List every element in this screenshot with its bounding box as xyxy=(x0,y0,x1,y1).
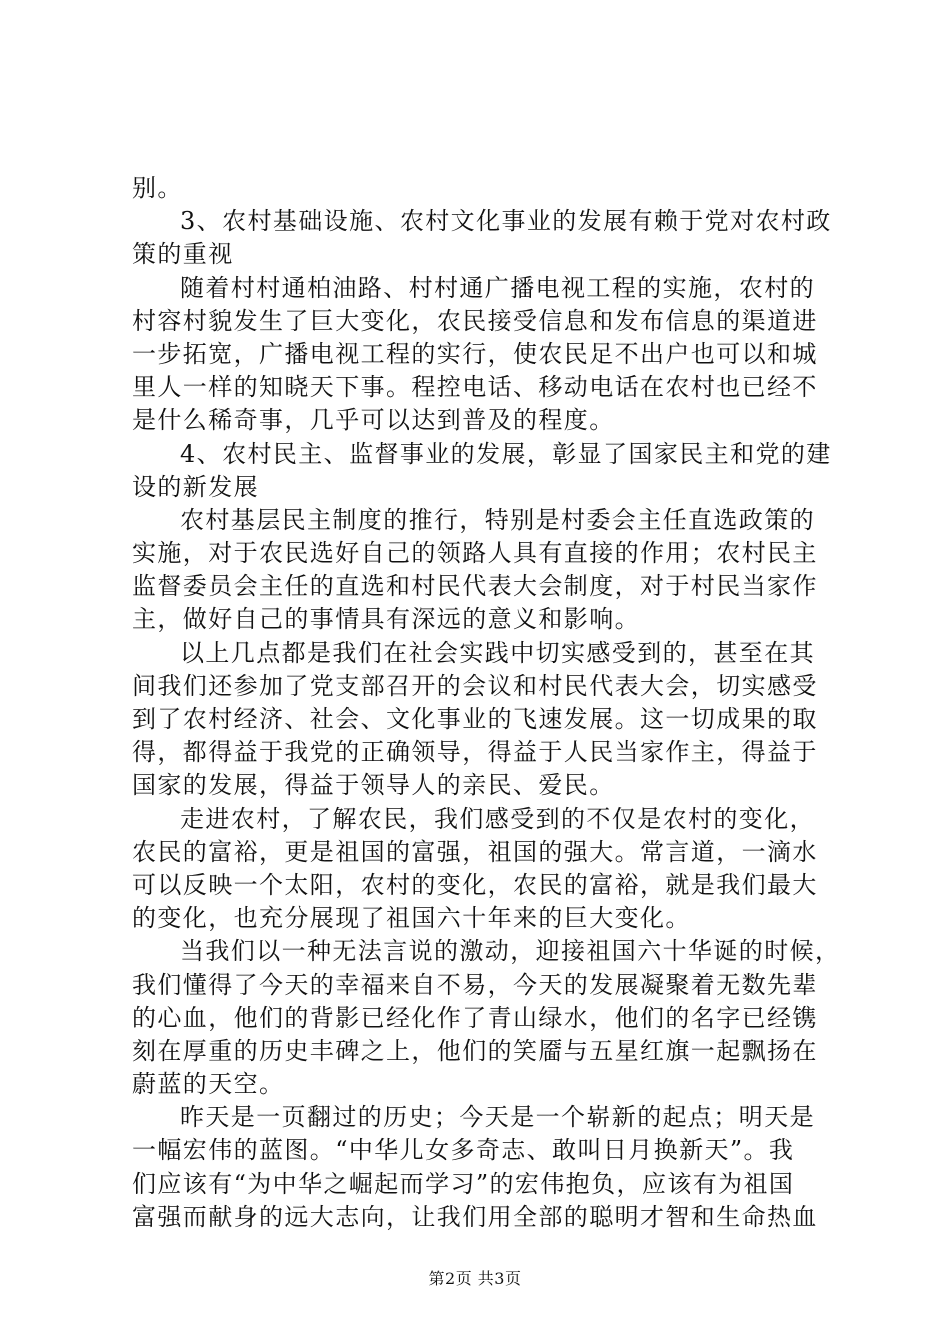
text-line: 一步拓宽，广播电视工程的实行，使农民足不出户也可以和城 xyxy=(132,339,818,368)
text-line: 里人一样的知晓天下事。程控电话、移动电话在农村也已经不 xyxy=(132,373,818,402)
page-footer: 第2页 共3页 xyxy=(428,1269,522,1288)
text-line: 昨天是一页翻过的历史；今天是一个崭新的起点；明天是 xyxy=(180,1103,815,1132)
text-line: 设的新发展 xyxy=(132,472,259,501)
text-line: 以上几点都是我们在社会实践中切实感受到的，甚至在其 xyxy=(180,638,815,667)
text-line: 的变化，也充分展现了祖国六十年来的巨大变化。 xyxy=(132,904,691,933)
text-line: 农民的富裕，更是祖国的富强，祖国的强大。常言道，一滴水 xyxy=(132,837,818,866)
text-line: 主，做好自己的事情具有深远的意义和影响。 xyxy=(132,605,640,634)
text-line: 是什么稀奇事，几乎可以达到普及的程度。 xyxy=(132,406,615,435)
text-line: 随着村村通柏油路、村村通广播电视工程的实施，农村的 xyxy=(180,273,815,302)
text-line: 当我们以一种无法言说的激动，迎接祖国六十华诞的时候， xyxy=(180,937,841,966)
text-line: 刻在厚重的历史丰碑之上，他们的笑靥与五星红旗一起飘扬在 xyxy=(132,1036,818,1065)
text-line: 4、农村民主、监督事业的发展，彰显了国家民主和党的建 xyxy=(180,439,832,468)
text-line: 实施，对于农民选好自己的领路人具有直接的作用；农村民主 xyxy=(132,539,818,568)
text-line: 一幅宏伟的蓝图。“中华儿女多奇志、敢叫日月换新天”。我 xyxy=(132,1136,795,1165)
text-line: 蔚蓝的天空。 xyxy=(132,1070,285,1099)
text-line: 可以反映一个太阳，农村的变化，农民的富裕，就是我们最大 xyxy=(132,870,818,899)
text-line: 别。 xyxy=(132,174,183,202)
text-line: 3、农村基础设施、农村文化事业的发展有赖于党对农村政 xyxy=(180,207,832,236)
text-line: 农村基层民主制度的推行，特别是村委会主任直选政策的 xyxy=(180,505,815,534)
text-line: 到了农村经济、社会、文化事业的飞速发展。这一切成果的取 xyxy=(132,705,818,733)
text-line: 们应该有“为中华之崛起而学习”的宏伟抱负，应该有为祖国 xyxy=(132,1169,795,1198)
text-line: 间我们还参加了党支部召开的会议和村民代表大会，切实感受 xyxy=(132,671,818,700)
text-line: 策的重视 xyxy=(132,240,234,269)
document-body xyxy=(132,172,841,1234)
text-line: 的心血，他们的背影已经化作了青山绿水，他们的名字已经镌 xyxy=(132,1003,818,1032)
text-line: 得，都得益于我党的正确领导，得益于人民当家作主，得益于 xyxy=(132,738,818,767)
text-line: 村容村貌发生了巨大变化，农民接受信息和发布信息的渠道进 xyxy=(132,306,818,335)
text-line: 富强而献身的远大志向，让我们用全部的聪明才智和生命热血 xyxy=(132,1202,818,1231)
text-line: 我们懂得了今天的幸福来自不易，今天的发展凝聚着无数先辈 xyxy=(132,970,818,999)
text-line: 监督委员会主任的直选和村民代表大会制度，对于村民当家作 xyxy=(132,572,818,601)
text-line: 国家的发展，得益于领导人的亲民、爱民。 xyxy=(132,771,615,800)
text-line: 走进农村，了解农民，我们感受到的不仅是农村的变化， xyxy=(180,804,815,833)
